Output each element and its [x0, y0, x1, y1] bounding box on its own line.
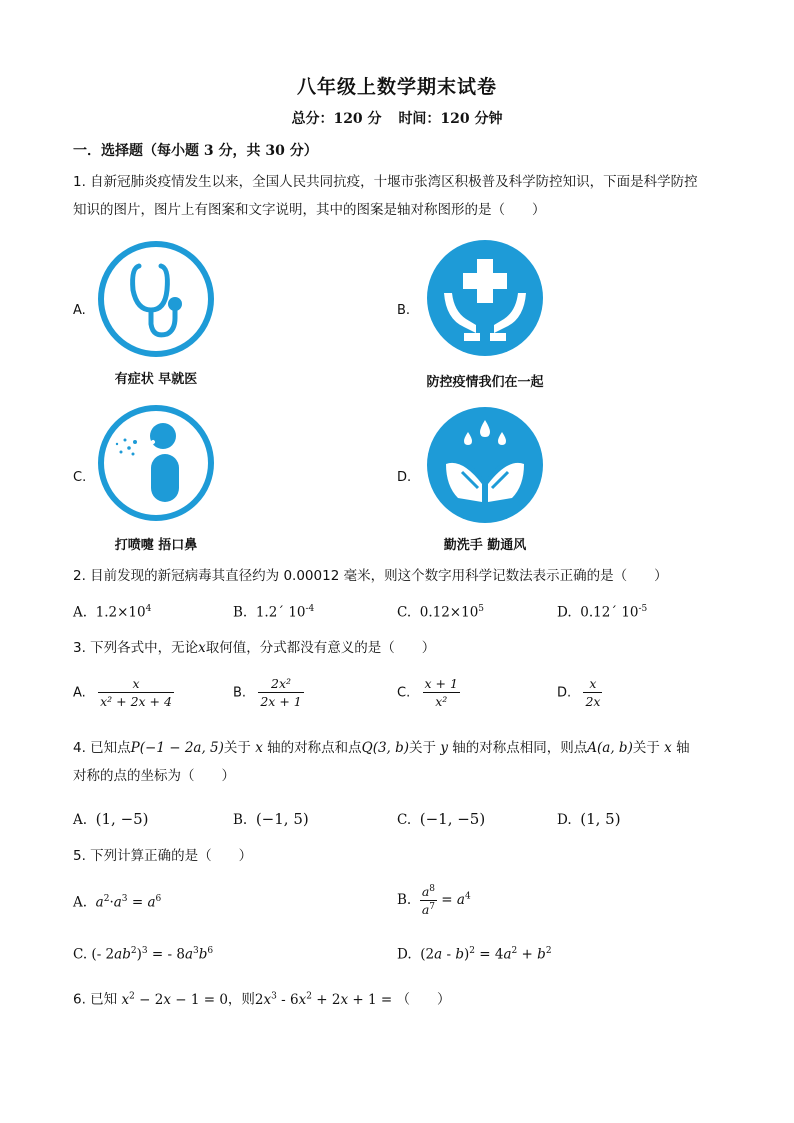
question-4-line2: 对称的点的坐标为（ ）	[73, 768, 235, 784]
question-1-line1: 1. 自新冠肺炎疫情发生以来，全国人民共同抗疫，十堰市张湾区积极普及科学防控知识，下面是科学防控	[73, 174, 698, 190]
question-4-line1: 4. 已知点P(−1 − 2a, 5)关于 x 轴的对称点和点Q(3, b)关于 y 轴的对称点相同，则点A(a, b)关于 x 轴	[73, 740, 690, 756]
q2-option-d[interactable]: D. 0.12´ $10^{-5}$	[557, 604, 648, 621]
q4-option-c[interactable]: C. (−1, −5)	[397, 810, 486, 828]
q3-option-b[interactable]: B. $\frac{\text{2x²}}{2x + 1}$	[233, 676, 302, 709]
fraction: $\frac{x}{2x}$	[585, 676, 601, 709]
fraction: $\frac{a^8}{a^7}$	[421, 884, 435, 918]
q3-option-d[interactable]: D. $\frac{x}{2x}$	[557, 676, 601, 709]
sneeze-cover-icon	[95, 402, 217, 524]
question-4-stem	[73, 734, 733, 790]
q5-option-d[interactable]: D. $(2a - b)^2 = 4a^2 + b^2$	[397, 946, 552, 963]
q4-option-b[interactable]: B. (−1, 5)	[233, 810, 309, 828]
q1-option-d-label[interactable]: D.	[397, 470, 412, 485]
question-6-stem: 6. 已知 $x^2 - 2x - 1 = 0$，则$2x^3 - 6x^2 + 2x + 1$ = （ ）	[73, 991, 451, 1008]
exam-info	[0, 108, 794, 128]
fraction: $\frac{x}{\text{x² + 2x + 4}}$	[100, 676, 172, 709]
q1-option-c-caption: 打喷嚏 捂口鼻	[114, 538, 198, 553]
q2-option-a[interactable]: A. $1.2\times 10^4$	[73, 604, 152, 621]
page-title: 八年级上数学期末试卷	[296, 76, 497, 98]
hand-wash-icon	[422, 402, 548, 528]
q1-option-c-label[interactable]: C.	[73, 470, 87, 485]
stethoscope-icon	[95, 238, 217, 360]
q1-option-b-caption: 防控疫情我们在一起	[426, 375, 544, 390]
hands-cross-icon	[422, 235, 548, 361]
section-heading: 一．选择题（每小题 3 分，共 30 分）	[73, 143, 318, 159]
fraction: $\frac{x + 1}{\text{x²}}$	[424, 676, 458, 709]
q1-option-a-caption: 有症状 早就医	[114, 372, 198, 387]
q3-option-a[interactable]: A. $\frac{x}{\text{x² + 2x + 4}}$	[73, 676, 172, 709]
q4-option-d[interactable]: D. (1, 5)	[557, 810, 621, 828]
q1-option-d-caption: 勤洗手 勤通风	[443, 538, 527, 553]
time-label: 时间：120 分钟	[398, 111, 503, 127]
question-1-stem	[73, 168, 723, 224]
q5-option-a[interactable]: A. $a^2\cdot a^3 = a^6$	[73, 894, 162, 911]
question-2-stem: 2. 目前发现的新冠病毒其直径约为 0.00012 毫米，则这个数字用科学记数法表示正确的是（ ）	[73, 568, 668, 584]
score-label: 总分：120 分	[291, 111, 382, 127]
q2-option-c[interactable]: C. $0.12\times 10^5$	[397, 604, 485, 621]
q1-option-b-label[interactable]: B.	[397, 303, 411, 318]
q2-option-b[interactable]: B. 1.2´ $10^{-4}$	[233, 604, 315, 621]
q4-option-a[interactable]: A. (1, −5)	[73, 810, 149, 828]
question-5-stem: 5. 下列计算正确的是（ ）	[73, 848, 253, 864]
question-1-line2: 知识的图片，图片上有图案和文字说明，其中的图案是轴对称图形的是（ ）	[73, 202, 546, 218]
q1-option-a-label[interactable]: A.	[73, 303, 86, 318]
q5-option-c[interactable]: C. (- $2ab^2)^3$ = - $8a^3b^6$	[73, 946, 214, 963]
question-3-stem: 3. 下列各式中，无论x取何值，分式都没有意义的是（ ）	[73, 640, 436, 656]
q3-option-c[interactable]: C. $\frac{x + 1}{\text{x²}}$	[397, 676, 458, 709]
q5-option-b[interactable]: B. $\frac{a^8}{a^7}$ = $a^4$	[397, 884, 471, 918]
fraction: $\frac{\text{2x²}}{2x + 1}$	[260, 676, 302, 709]
